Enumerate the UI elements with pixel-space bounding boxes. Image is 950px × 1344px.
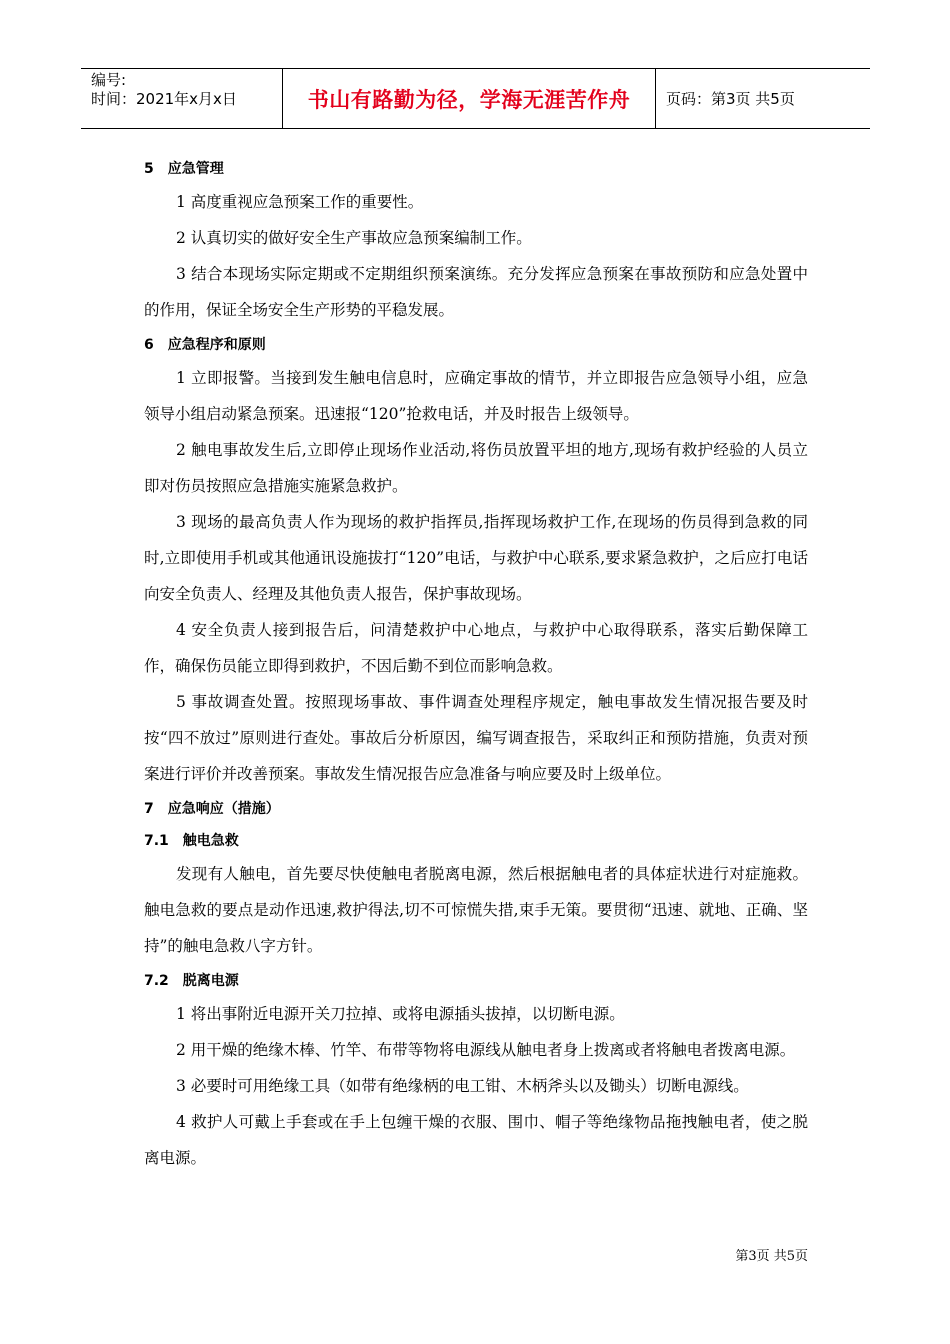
paragraph: 3 现场的最高负责人作为现场的救护指挥员,指挥现场救护工作,在现场的伤员得到急救的同时,立即使用手机或其他通讯设施拔打“120”电话，与救护中心联系,要求紧急救护，之后应打电话向安全负责人、经理及其他负责人报告，保护事故现场。: [144, 513, 808, 603]
header-motto: 书山有路勤为径，学海无涯苦作舟: [282, 69, 656, 128]
section-5: [144, 154, 808, 328]
paragraph: 3 必要时可用绝缘工具（如带有绝缘柄的电工钳、木柄斧头以及锄头）切断电源线。: [176, 1077, 749, 1095]
section-6: [144, 330, 808, 792]
paragraph: 2 触电事故发生后,立即停止现场作业活动,将伤员放置平坦的地方,现场有救护经验的人员立即对伤员按照应急措施实施紧急救护。: [144, 441, 808, 495]
page-footer: 第3页 共5页: [735, 1249, 808, 1264]
section-heading: 7.2 脱离电源: [144, 973, 239, 989]
section-7-2: [144, 966, 808, 1176]
paragraph: 2 用干燥的绝缘木棒、竹竿、布带等物将电源线从触电者身上拨离或者将触电者拨离电源。: [176, 1041, 796, 1059]
paragraph: 5 事故调查处置。按照现场事故、事件调查处理程序规定，触电事故发生情况报告要及时按“四不放过”原则进行查处。事故后分析原因，编写调查报告，采取纠正和预防措施，负责对预案进行评价并改善预案。事故发生情况报告应急准备与响应要及时上级单位。: [144, 693, 808, 783]
paragraph: 1 高度重视应急预案工作的重要性。: [176, 193, 424, 211]
section-heading: 5 应急管理: [144, 161, 224, 177]
document-body: [144, 152, 808, 1176]
section-heading: 7.1 触电急救: [144, 833, 239, 849]
paragraph: 1 立即报警。当接到发生触电信息时，应确定事故的情节，并立即报告应急领导小组，应急领导小组启动紧急预案。迅速报“120”抢救电话，并及时报告上级领导。: [144, 369, 808, 423]
section-heading: 6 应急程序和原则: [144, 337, 266, 353]
page-header: [81, 68, 870, 129]
paragraph: 2 认真切实的做好安全生产事故应急预案编制工作。: [176, 229, 532, 247]
section-7: [144, 794, 808, 824]
section-heading: 7 应急响应（措施）: [144, 801, 280, 817]
document-number-label: 编号:: [91, 71, 127, 89]
section-7-1: [144, 826, 808, 964]
paragraph: 3 结合本现场实际定期或不定期组织预案演练。充分发挥应急预案在事故预防和应急处置中的作用，保证全场安全生产形势的平稳发展。: [144, 265, 808, 319]
document-date: 时间：2021年x月x日: [91, 90, 237, 108]
paragraph: 1 将出事附近电源开关刀拉掉、或将电源插头拔掉，以切断电源。: [176, 1005, 625, 1023]
paragraph: 发现有人触电，首先要尽快使触电者脱离电源，然后根据触电者的具体症状进行对症施救。触电急救的要点是动作迅速,救护得法,切不可惊慌失措,束手无策。要贯彻“迅速、就地、正确、坚持”的触电急救八字方针。: [144, 865, 808, 955]
header-page-code: 页码：第3页 共5页: [666, 90, 795, 108]
header-meta: [81, 69, 282, 128]
paragraph: 4 救护人可戴上手套或在手上包缠干燥的衣服、围巾、帽子等绝缘物品拖拽触电者，使之脱离电源。: [144, 1113, 808, 1167]
paragraph: 4 安全负责人接到报告后，问清楚救护中心地点，与救护中心取得联系，落实后勤保障工作，确保伤员能立即得到救护，不因后勤不到位而影响急救。: [144, 621, 808, 675]
